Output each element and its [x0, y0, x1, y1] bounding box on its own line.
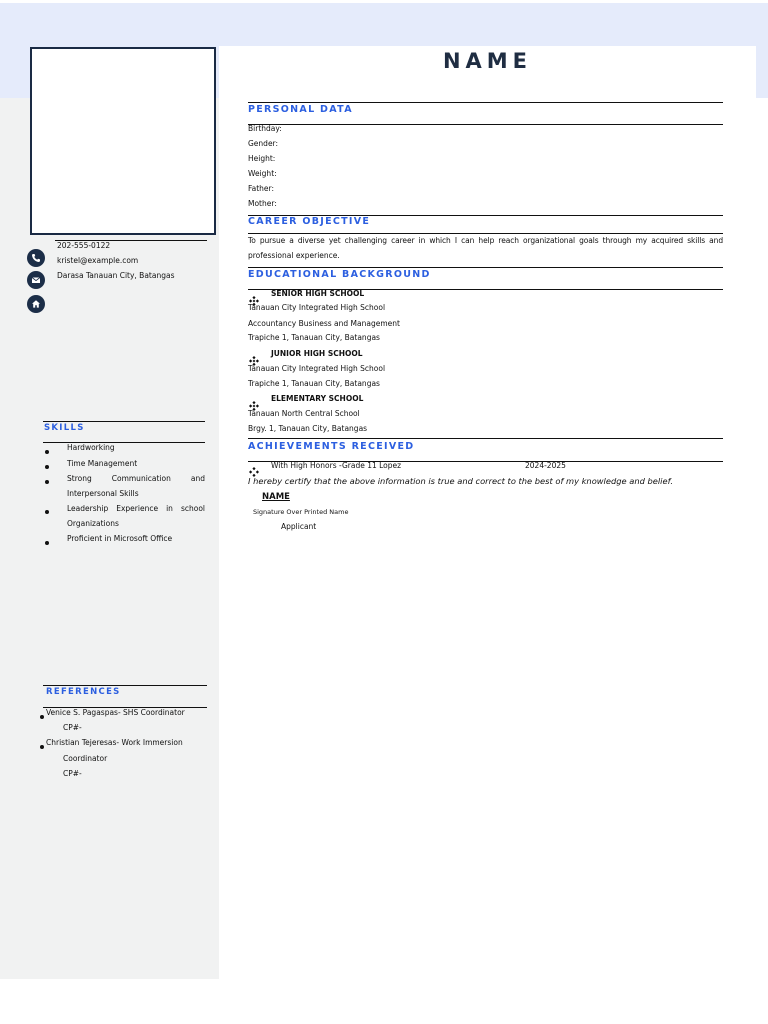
shs-address: Trapiche 1, Tanauan City, Batangas — [248, 333, 380, 342]
achievements-rule-top — [248, 438, 723, 439]
achievement-item: With High Honors -Grade 11 Lopez — [271, 461, 402, 470]
elem-level: ELEMENTARY SCHOOL — [271, 394, 364, 403]
skill-item: Strong Communication and — [67, 474, 205, 483]
objective-line-2: professional experience. — [248, 251, 340, 260]
signature-name: NAME — [262, 492, 290, 502]
reference-2-name: Christian Tejeresas- Work Immersion — [46, 738, 183, 747]
header-band-top-gap — [0, 0, 219, 3]
field-father: Father: — [248, 184, 275, 193]
shs-school: Tanauan City Integrated High School — [248, 303, 386, 312]
objective-line-1: To pursue a diverse yet challenging career in which I can help reach organizational goals through my acquired skills and — [248, 236, 723, 245]
photo-placeholder — [30, 47, 216, 235]
contact-address: Darasa Tanauan City, Batangas — [57, 271, 175, 280]
shs-strand: Accountancy Business and Management — [248, 319, 400, 328]
references-title: REFERENCES — [46, 687, 121, 697]
jhs-address: Trapiche 1, Tanauan City, Batangas — [248, 379, 380, 388]
achievements-title: ACHIEVEMENTS RECEIVED — [248, 441, 415, 452]
skill-item: Leadership Experience in school — [67, 504, 205, 513]
skill-item-continued: Interpersonal Skills — [67, 489, 139, 498]
elem-address: Brgy. 1, Tanauan City, Batangas — [248, 424, 368, 433]
skills-rule-top — [43, 421, 205, 422]
objective-rule-bottom — [248, 233, 723, 234]
home-icon — [27, 295, 45, 313]
field-mother: Mother: — [248, 199, 277, 208]
contact-email: kristel@example.com — [57, 256, 139, 265]
mail-icon — [27, 271, 45, 289]
skill-bullet — [45, 480, 49, 484]
skill-item-continued: Organizations — [67, 519, 119, 528]
signature-caption: Signature Over Printed Name — [253, 508, 349, 516]
personal-rule-bottom — [248, 124, 723, 125]
field-birthday: Birthday: — [248, 124, 282, 133]
shs-level: SENIOR HIGH SCHOOL — [271, 289, 365, 298]
reference-2-role: Coordinator — [63, 754, 108, 763]
skill-bullet — [45, 450, 49, 454]
reference-bullet — [40, 745, 44, 749]
elem-school: Tanauan North Central School — [248, 409, 360, 418]
reference-2-cp: CP#- — [63, 769, 82, 778]
skill-item: Proficient in Microsoft Office — [67, 534, 173, 543]
skill-item: Hardworking — [67, 443, 115, 452]
contact-phone: 202-555-0122 — [57, 241, 111, 250]
skill-bullet — [45, 541, 49, 545]
jhs-level: JUNIOR HIGH SCHOOL — [271, 349, 363, 358]
applicant-name: NAME — [442, 49, 533, 73]
reference-1-name: Venice S. Pagaspas- SHS Coordinator — [46, 708, 185, 717]
skill-item: Time Management — [67, 459, 138, 468]
skill-bullet — [45, 510, 49, 514]
skill-bullet — [45, 465, 49, 469]
field-weight: Weight: — [248, 169, 277, 178]
references-rule-top — [43, 685, 207, 686]
personal-title: PERSONAL DATA — [248, 104, 353, 115]
certification-statement: I hereby certify that the above information is true and correct to the best of my knowledge and belief. — [248, 476, 673, 486]
achievement-year: 2024-2025 — [525, 461, 566, 470]
skills-title: SKILLS — [44, 423, 85, 433]
signature-role: Applicant — [281, 522, 317, 531]
reference-bullet — [40, 715, 44, 719]
objective-title: CAREER OBJECTIVE — [248, 216, 371, 227]
jhs-school: Tanauan City Integrated High School — [248, 364, 386, 373]
reference-1-cp: CP#- — [63, 723, 82, 732]
education-title: EDUCATIONAL BACKGROUND — [248, 269, 431, 280]
phone-icon — [27, 249, 45, 267]
education-rule-top — [248, 267, 723, 268]
field-gender: Gender: — [248, 139, 279, 148]
personal-rule-top — [248, 102, 723, 103]
field-height: Height: — [248, 154, 276, 163]
